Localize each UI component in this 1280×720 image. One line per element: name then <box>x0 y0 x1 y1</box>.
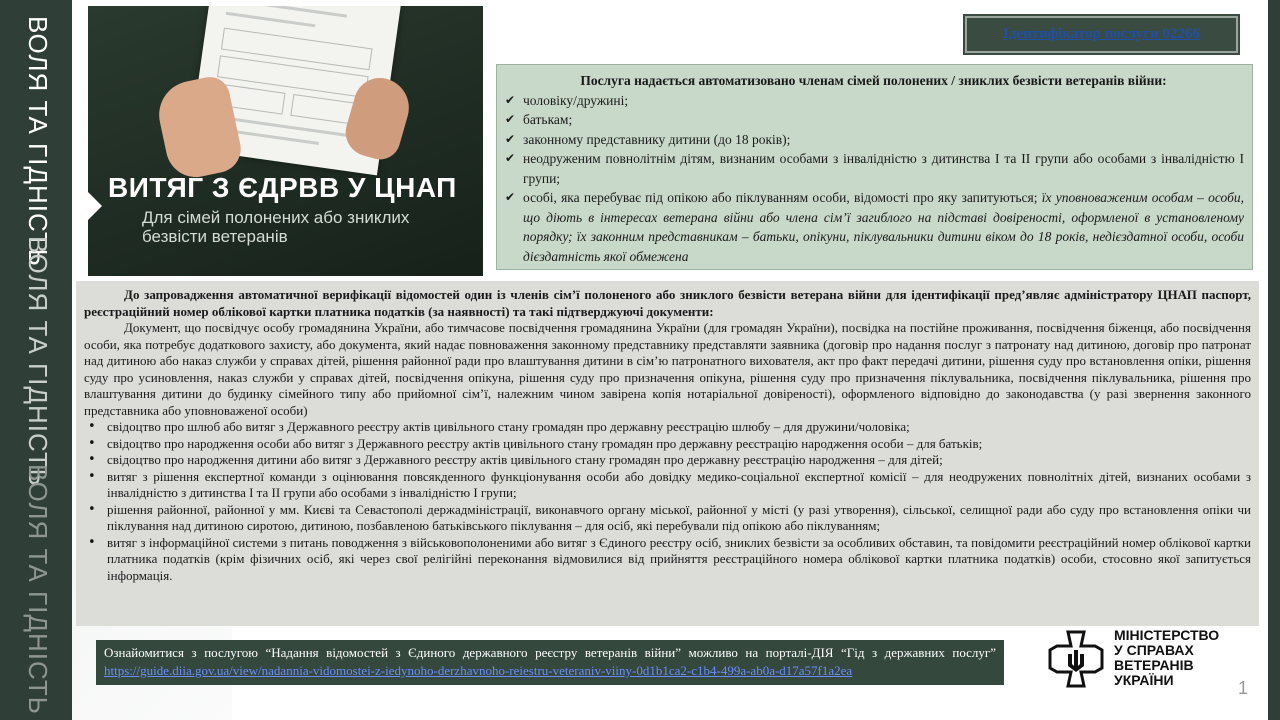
documents-intro: Документ, що посвідчує особу громадянина України, або тимчасове посвідчення громадянина України (для громадян України), посвідка на постійне проживання, посвідчення біженця, або посвідчення особи, яка потребує додаткового захисту, або документа, який надає повноваження законному представнику представляти заявника (договір про надання послуг з патронату над дитиною, договір про патронат над дитиною або наказ служби у справах дітей, рішення районної ради про влаштування дитини в сім’ю патронатного вихователя, акт про факт передачі дитини, рішення суду про встановлення опіки, рішення суду про усиновлення, наказ служби у справах дітей, посвідчення опікуна, рішення суду про призначення опікуна, рішення суду про призначення піклувальника, посвідчення піклувальника, рішення про влаштування дитини до будинку сімейного типу або прийомної сім’ї, належним чином завірена копія нотаріальної довіреності), оформленого відповідно до законодавства (у разі звернення законного представника або уповноваженої особи) <box>84 320 1251 418</box>
page-number: 1 <box>1238 678 1249 698</box>
checkmark-icon: ✔ <box>505 131 516 146</box>
checkmark-icon: ✔ <box>505 190 516 204</box>
list-item: ✔ батькам; <box>503 110 1244 130</box>
ministry-logo <box>1046 628 1246 696</box>
bullet-icon: • <box>88 468 96 484</box>
hero-subtitle: Для сімей полонених або зниклих безвісти ветеранів <box>142 208 410 246</box>
slogan: ВОЛЯ ТА ГІДНІСТЬ <box>23 236 53 487</box>
eligibility-list <box>503 91 1244 267</box>
eligibility-panel <box>496 64 1253 270</box>
list-item: ✔ неодруженим повнолітнім дітям, визнаним особами з інвалідністю з дитинства I та II групи або особами з інвалідністю I групи; <box>505 151 1244 186</box>
sidebar <box>0 0 72 720</box>
list-item: • витяг з інформаційної системи з питань поводження з військовополоненими або витяг з Єдиного реєстру осіб, зниклих безвісти за особливих обставин, та повідомити реєстраційний номер облікової картки платника податків (крім фізичних осіб, які через свої релігійні переконання відмовилися від прийняття реєстраційного номера облікової картки платника податків) особи, стосовно якої запитується інформація. <box>88 534 1251 583</box>
representatives-note: їх уповноваженим особам – особи, що діють в інтересах ветерана війни або члена сім’ї загиблого на підставі довіреності, оформленої в установленому порядку; їх законним представникам – батьки, опікуни, піклувальники дитини віком до 18 років, недієздатної особи, особи дієздатність якої обмежена <box>523 190 1244 264</box>
eligibility-title: Послуга надається автоматизовано членам сімей полонених / зниклих безвісти ветеранів війни: <box>580 73 1167 88</box>
list-item: • рішення районної, районної у мм. Києві та Севастополі держадміністрації, виконавчого органу міської, районної у місті (у разі утворення), сільської, селищної ради або суду про встановлення опіки чи піклування над дитиною сиротою, дитиною, позбавленою батьківського піклування – для осіб, які перебували під опікою або піклуванням; <box>88 501 1251 533</box>
documents-intro-bold: До запровадження автоматичної верифікації відомостей один із членів сім’ї полоненого або зниклого безвісти ветерана війни для ідентифікації пред’являє адміністратору ЦНАП паспорт, реєстраційний номер облікової картки платника податків (за наявності) та такі підтверджуючі документи: <box>84 287 1251 319</box>
list-item: • свідоцтво про народження дитини або витяг з Державного реєстру актів цивільного стану громадян про державну реєстрацію народження – для дітей; <box>88 452 943 467</box>
cross-emblem-icon <box>1046 628 1106 690</box>
hero-title: ВИТЯГ З ЄДРВВ У ЦНАП <box>108 172 457 203</box>
list-item: ✔ чоловіку/дружині; <box>503 91 1244 111</box>
service-id-link[interactable]: Ідентифікатор послуги 02266 <box>1003 26 1200 42</box>
list-item: • свідоцтво про народження особи або витяг з Державного реєстру актів цивільного стану громадян про державну реєстрацію народження особи – для батьків; <box>88 435 983 451</box>
slogan: ВОЛЯ ТА ГІДНІСТЬ <box>23 464 53 715</box>
portal-note <box>96 640 1004 685</box>
portal-link[interactable]: https://guide.diia.gov.ua/view/nadannia-vidomostei-z-iedynoho-derzhavnoho-reiestru-veteraniv-viiny-0d1b1ca2-c1b4-499a-ab0a-d17a57f1a2ea <box>104 663 853 678</box>
checkmark-icon: ✔ <box>505 112 516 126</box>
list-item: • витяг з рішення експертної команди з оцінювання повсякденного функціонування особи або довідку медико-соціальної експертної комісії – для неодружених повнолітніх дітей, визнаних особами з інвалідністю з дитинства I та II групи або особами з інвалідністю I групи; <box>88 468 1251 500</box>
bullet-icon: • <box>88 452 96 467</box>
checkmark-icon: ✔ <box>505 151 516 165</box>
right-border-strip <box>1268 0 1280 720</box>
documents-panel <box>76 281 1259 626</box>
hero-image <box>88 6 483 276</box>
service-id-box <box>965 16 1238 53</box>
bullet-icon: • <box>88 534 96 550</box>
ministry-name: МІНІСТЕРСТВО У СПРАВАХ ВЕТЕРАНІВ УКРАЇНИ <box>1114 627 1220 688</box>
checkmark-icon: ✔ <box>505 92 516 107</box>
arrow-icon <box>88 192 102 220</box>
bullet-icon: • <box>88 435 96 451</box>
documents-list <box>84 419 1251 584</box>
bullet-icon: • <box>88 501 96 517</box>
list-item: ✔ особі, яка перебуває під опікою або піклуванням особи, відомості про яку запитуються; їх уповноваженим особам – особи, що діють в інтересах ветерана війни або члена сім’ї загиблого на підставі довіреності, оформленої в установленому порядку; їх законним представникам – батьки, опікуни, піклувальники дитини віком до 18 років, недієздатної особи, особи дієздатність якої обмежена <box>505 190 1244 264</box>
list-item: • свідоцтво про шлюб або витяг з Державного реєстру актів цивільного стану громадян про державну реєстрацію шлюбу – для дружини/чоловіка; <box>88 419 910 434</box>
list-item: ✔ законному представнику дитини (до 18 років); <box>503 130 1244 150</box>
slogan: ВОЛЯ ТА ГІДНІСТЬ <box>23 16 53 267</box>
portal-note-text: Ознайомитися з послугою “Надання відомостей з Єдиного державного реєстру ветеранів війни” можливо на порталі-ДІЯ “Гід з державних послуг” <box>104 645 996 660</box>
bullet-icon: • <box>88 419 96 434</box>
